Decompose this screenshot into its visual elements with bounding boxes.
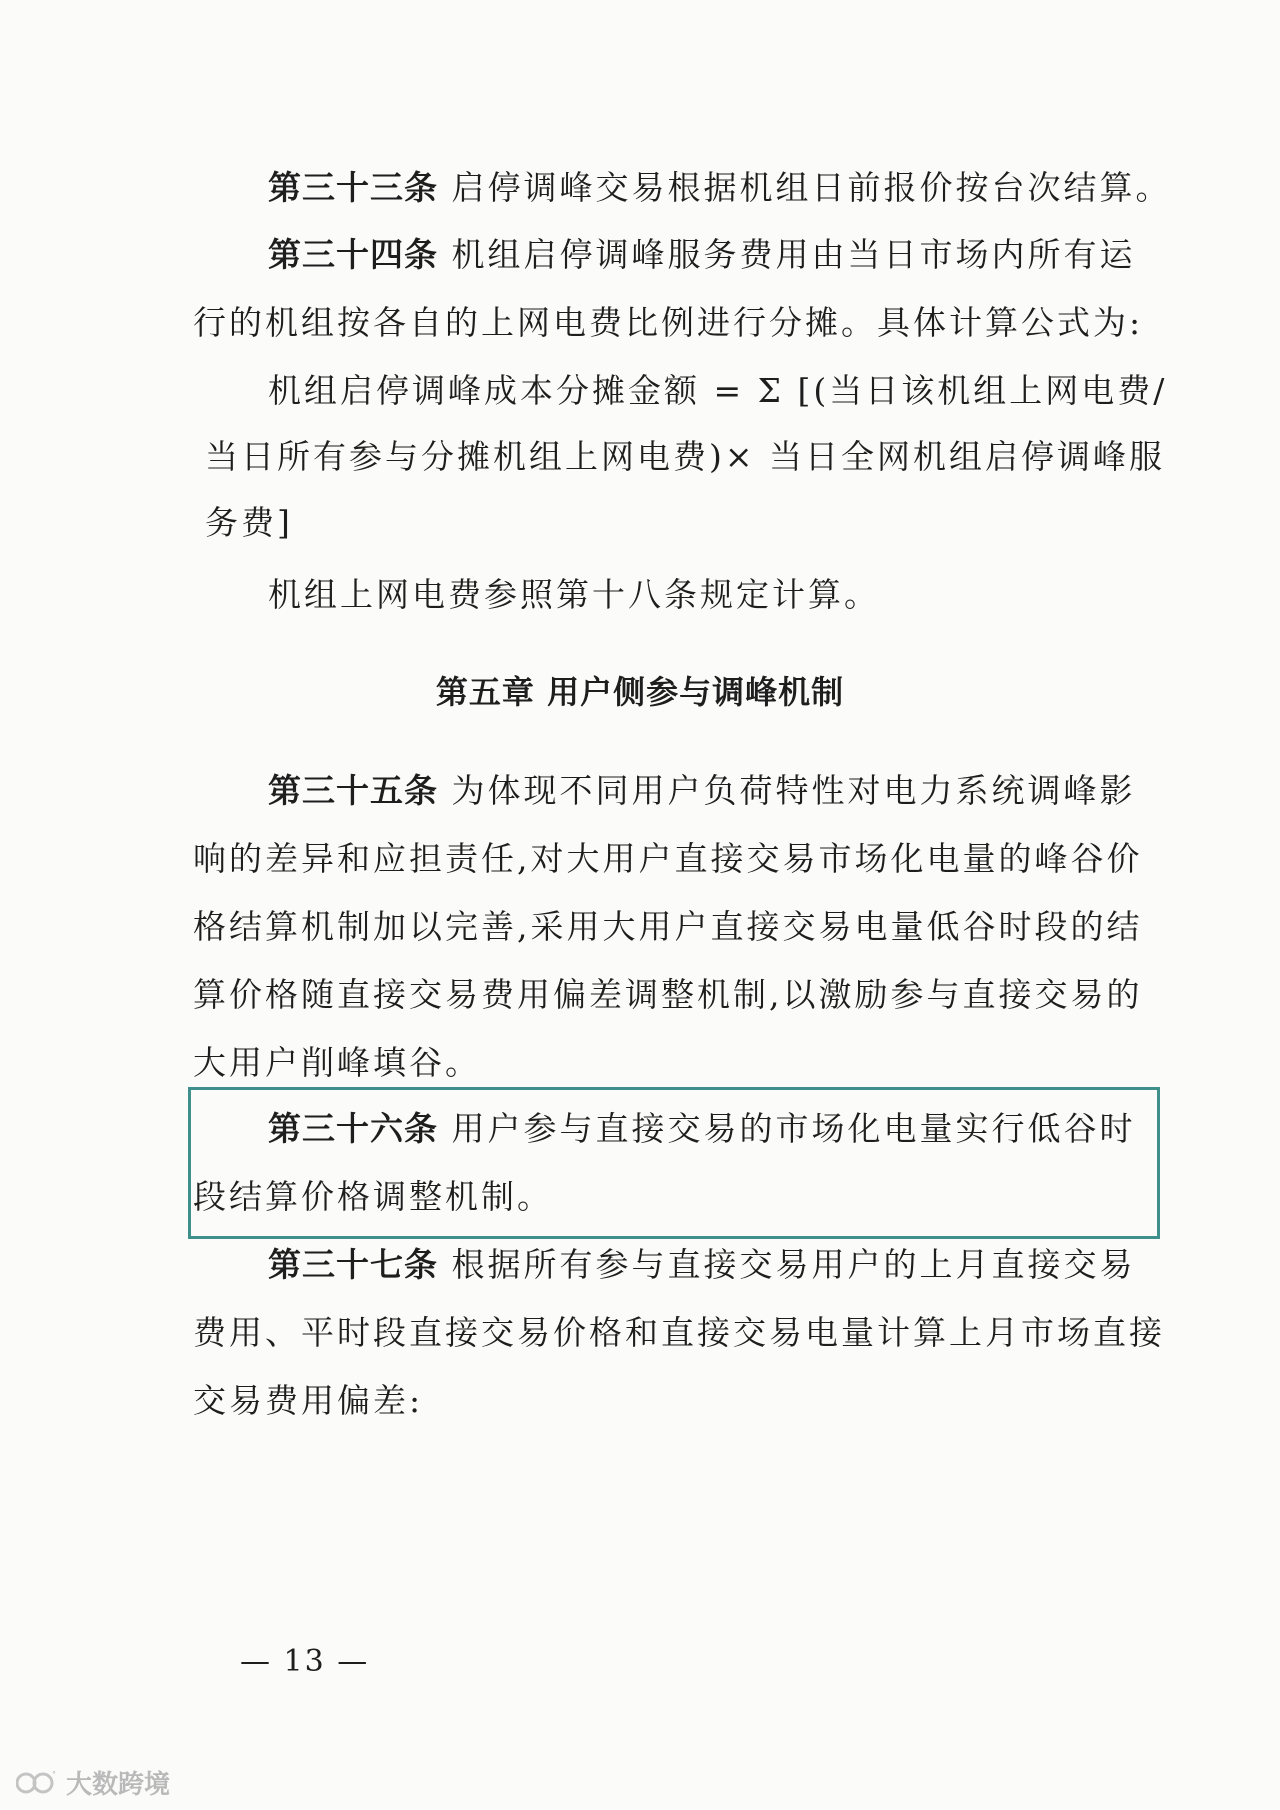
- article-35-text: 为体现不同用户负荷特性对电力系统调峰影: [451, 771, 1136, 810]
- article-33-text: 启停调峰交易根据机组日前报价按台次结算。: [451, 168, 1172, 207]
- article-37-line-3: 交易费用偏差:: [193, 1381, 424, 1420]
- chapter-heading: 第五章 用户侧参与调峰机制: [435, 673, 845, 711]
- article-34-note: 机组上网电费参照第十八条规定计算。: [268, 575, 880, 614]
- watermark: [16, 1764, 170, 1801]
- article-34-label: 第三十四条: [268, 235, 438, 274]
- article-37-line-2: 费用、平时段直接交易价格和直接交易电量计算上月市场直接: [193, 1313, 1165, 1352]
- article-34-line-1: [268, 222, 1168, 288]
- article-36-label: 第三十六条: [268, 1109, 438, 1148]
- article-37-text: 根据所有参与直接交易用户的上月直接交易: [451, 1245, 1136, 1284]
- article-34-line-2: 行的机组按各自的上网电费比例进行分摊。具体计算公式为:: [193, 303, 1144, 342]
- article-35-line-5: 大用户削峰填谷。: [193, 1043, 481, 1082]
- article-34-text: 机组启停调峰服务费用由当日市场内所有运: [451, 235, 1136, 274]
- article-37-label: 第三十七条: [268, 1245, 438, 1284]
- article-35-line-2: 响的差异和应担责任,对大用户直接交易市场化电量的峰谷价: [193, 839, 1143, 878]
- watermark-logo-icon: [16, 1768, 60, 1798]
- formula-line-3: 务费]: [205, 503, 293, 542]
- article-35-label: 第三十五条: [268, 771, 438, 810]
- article-37-line-1: [268, 1232, 1168, 1298]
- formula-line-2: 当日所有参与分摊机组上网电费)× 当日全网机组启停调峰服: [205, 437, 1166, 476]
- article-36-text: 用户参与直接交易的市场化电量实行低谷时: [451, 1109, 1136, 1148]
- svg-text:°: °: [52, 1769, 56, 1779]
- article-36-line-2: 段结算价格调整机制。: [193, 1177, 553, 1216]
- watermark-text: 大数跨境: [66, 1770, 171, 1800]
- article-36-line-1: [268, 1096, 1168, 1162]
- article-35-line-1: [268, 758, 1168, 824]
- article-33-label: 第三十三条: [268, 168, 438, 207]
- article-33-line-1: [268, 155, 1172, 221]
- article-35-line-4: 算价格随直接交易费用偏差调整机制,以激励参与直接交易的: [193, 975, 1143, 1014]
- article-35-line-3: 格结算机制加以完善,采用大用户直接交易电量低谷时段的结: [193, 907, 1143, 946]
- formula-line-1: 机组启停调峰成本分摊金额 = Σ [(当日该机组上网电费/: [268, 371, 1168, 410]
- page-number: — 13 —: [240, 1644, 370, 1679]
